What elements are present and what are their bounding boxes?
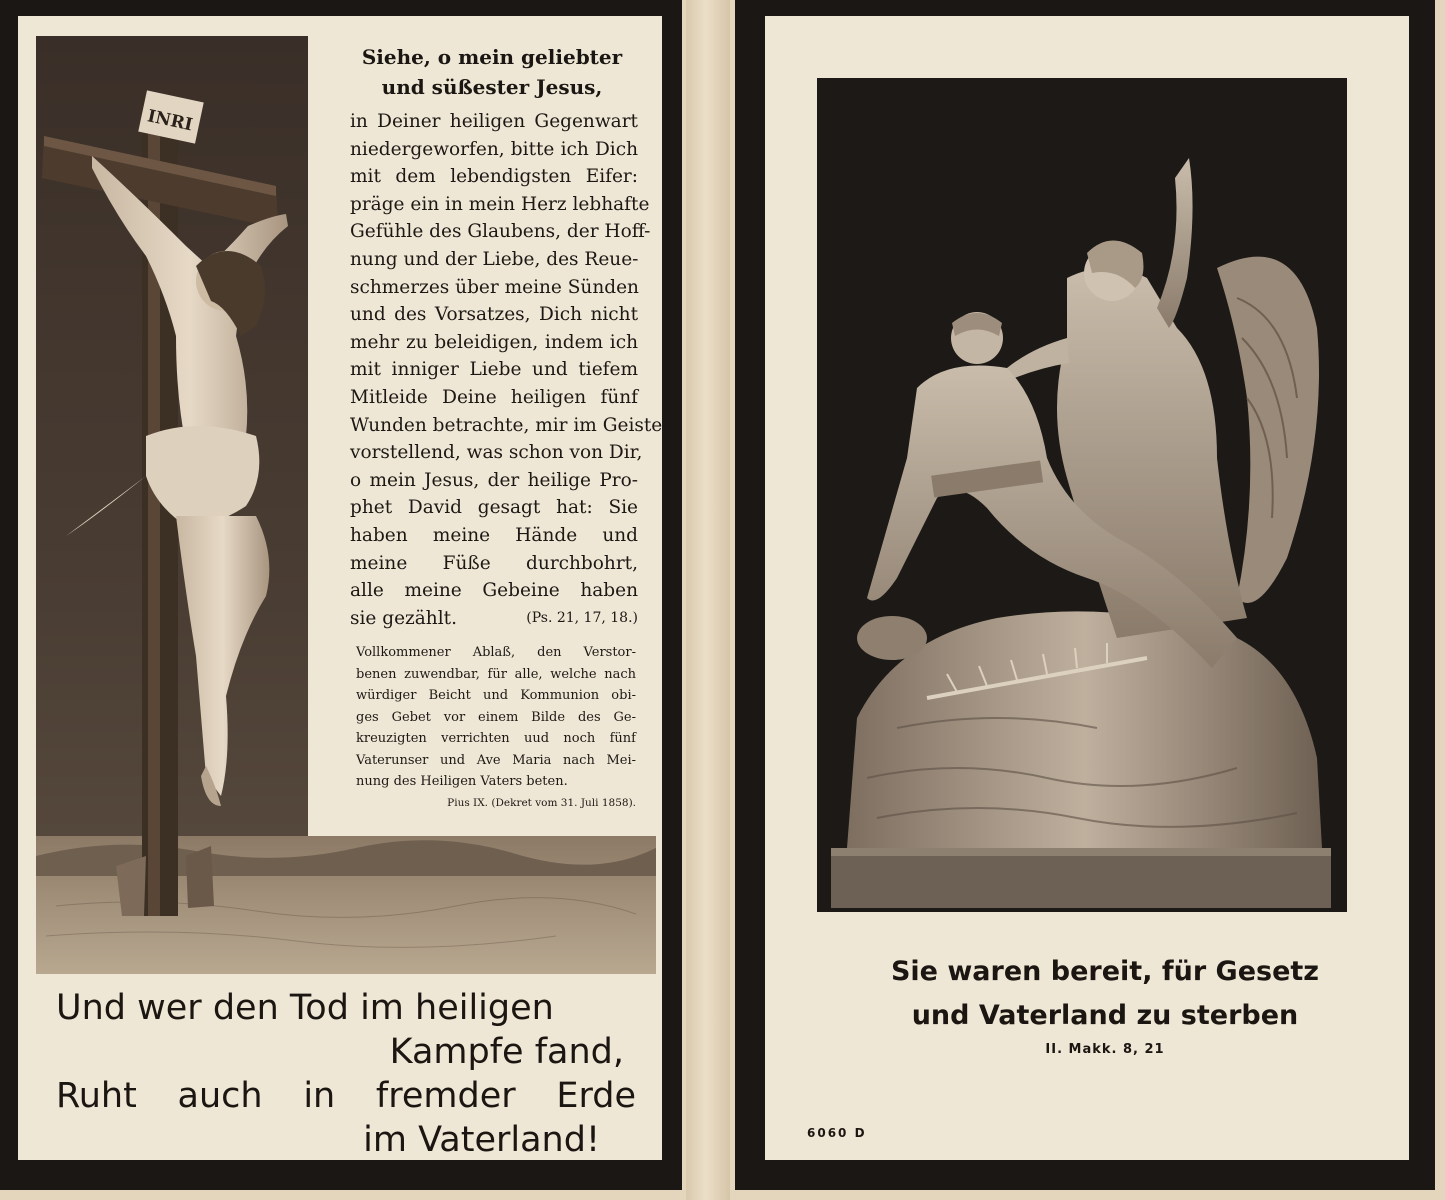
caption xyxy=(815,950,1395,1038)
verse-line: Und wer den Tod im heiligen xyxy=(56,988,554,1028)
prayer-last-line xyxy=(350,605,638,633)
indulgence-line: Vollkommener Ablaß, den Verstor- xyxy=(356,645,636,661)
prayer-box xyxy=(328,36,663,836)
prayer-line: vorstellend, was schon von Dir, xyxy=(350,442,643,464)
indulgence-line: ges Gebet vor einem Bilde des Ge- xyxy=(356,709,636,725)
verse-line: Kampfe fand, xyxy=(389,1032,624,1072)
prayer-line: präge ein in mein Herz lebhafte xyxy=(350,193,650,215)
decree-citation: Pius IX. (Dekret vom 31. Juli 1858). xyxy=(447,796,636,809)
cross-sign: INRI xyxy=(145,106,195,136)
prayer-line: phet David gesagt hat: Sie xyxy=(350,497,638,519)
prayer-line: Mitleide Deine heiligen fünf xyxy=(350,386,638,408)
prayer-title xyxy=(328,42,656,102)
prayer-line: alle meine Gebeine haben xyxy=(350,580,638,602)
right-page xyxy=(735,0,1435,1190)
prayer-line: Wunden betrachte, mir im Geiste xyxy=(350,414,663,436)
caption-line: Sie waren bereit, für Gesetz xyxy=(890,956,1320,987)
scripture-citation: II. Makk. 8, 21 xyxy=(1045,1042,1165,1057)
prayer-line: schmerzes über meine Sünden xyxy=(350,276,639,298)
left-page xyxy=(0,0,682,1190)
prayer-line: mit dem lebendigsten Eifer: xyxy=(350,166,638,188)
right-page-paper xyxy=(765,16,1409,1160)
prayer-line: o mein Jesus, der heilige Pro- xyxy=(350,469,638,491)
psalm-reference: (Ps. 21, 17, 18.) xyxy=(526,609,638,626)
prayer-line: meine Füße durchbohrt, xyxy=(350,552,638,574)
left-page-paper xyxy=(18,16,662,1160)
indulgence-note xyxy=(328,632,656,793)
prayer-line: mit inniger Liebe und tiefem xyxy=(350,359,638,381)
indulgence-line: würdiger Beicht und Kommunion obi- xyxy=(356,688,636,704)
verse-line: Ruht auch in fremder Erde xyxy=(56,1076,636,1116)
indulgence-line: benen zuwendbar, für alle, welche nach xyxy=(356,666,636,682)
prayer-line: mehr zu beleidigen, indem ich xyxy=(350,331,638,353)
angel-soldier-statue-image xyxy=(817,78,1347,912)
indulgence-line: Vaterunser und Ave Maria nach Mei- xyxy=(356,752,636,768)
indulgence-line: kreuzigten verrichten uud noch fünf xyxy=(356,731,636,747)
prayer-line: niedergeworfen, bitte ich Dich xyxy=(350,138,638,160)
prayer-title-line: Siehe, o mein geliebter xyxy=(361,45,623,69)
prayer-title-line: und süßester Jesus, xyxy=(381,75,603,99)
verse-line: im Vaterland! xyxy=(363,1120,600,1160)
prayer-line: nung und der Liebe, des Reue- xyxy=(350,248,639,270)
left-art-panel xyxy=(36,36,663,974)
indulgence-line: nung des Heiligen Vaters beten. xyxy=(356,774,568,790)
prayer-line: und des Vorsatzes, Dich nicht xyxy=(350,304,638,326)
memorial-verse xyxy=(56,986,636,1162)
prayer-closing: sie gezählt. xyxy=(350,607,457,629)
statue-photo-frame xyxy=(817,78,1347,912)
print-code: 6060 D xyxy=(807,1126,867,1140)
prayer-line: haben meine Hände und xyxy=(350,524,638,546)
caption-line: und Vaterland zu sterben xyxy=(911,1000,1299,1031)
prayer-line: Gefühle des Glaubens, der Hoff- xyxy=(350,221,651,243)
prayer-body xyxy=(328,108,663,632)
card-fold xyxy=(686,0,730,1200)
prayer-line: in Deiner heiligen Gegenwart xyxy=(350,111,638,132)
